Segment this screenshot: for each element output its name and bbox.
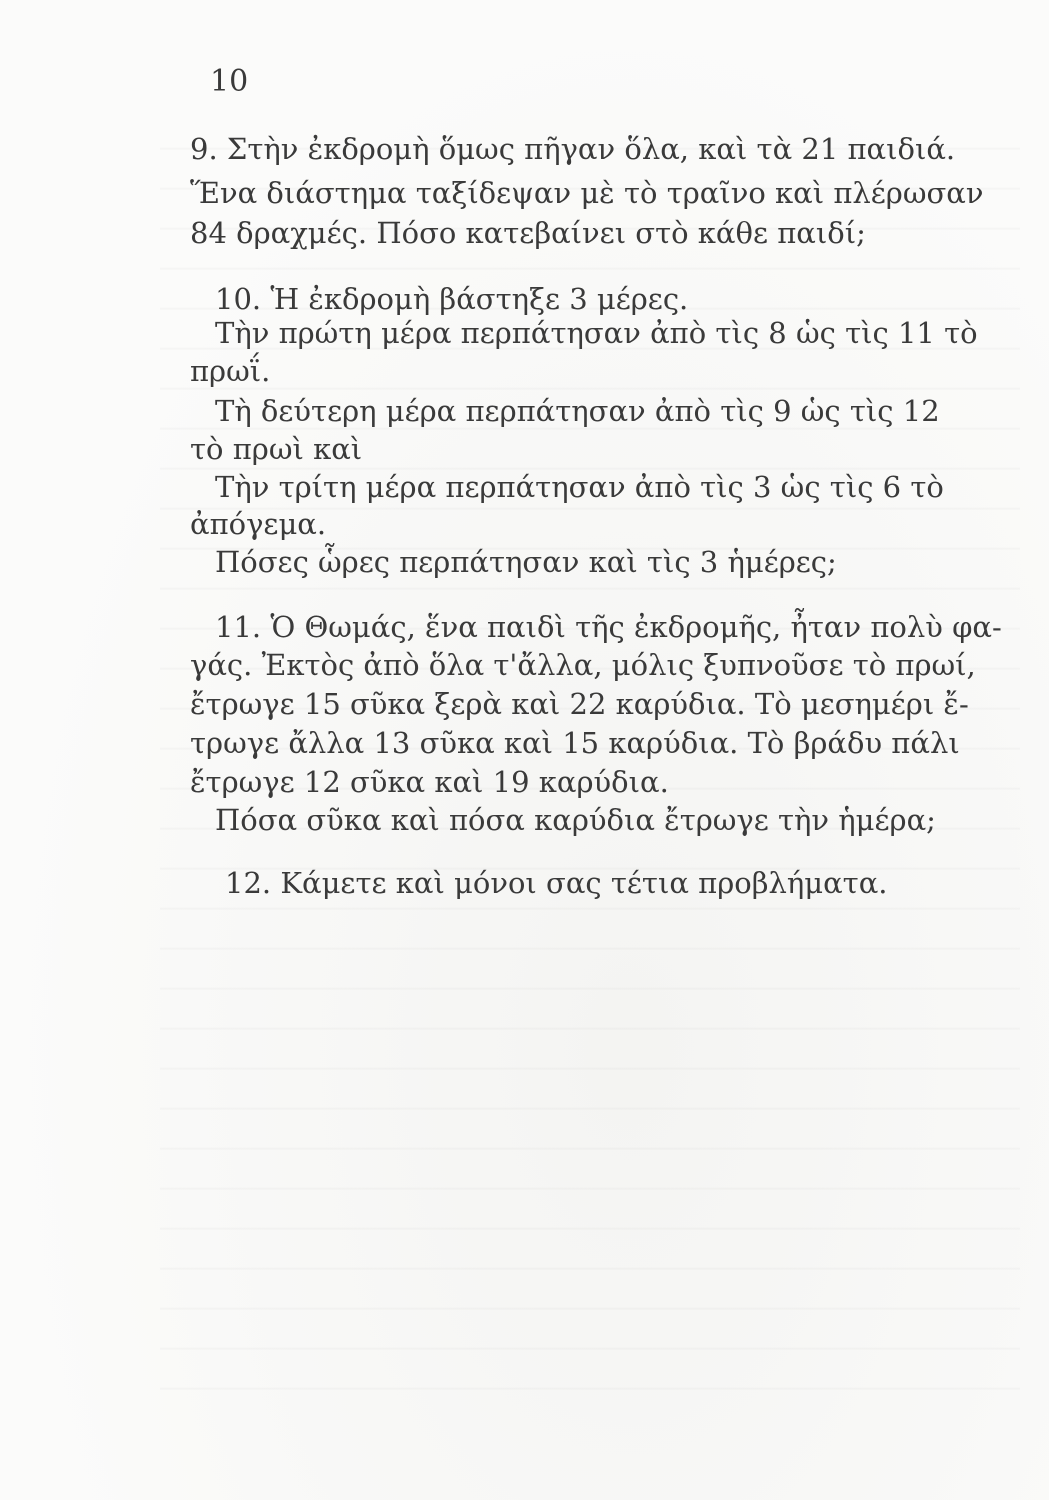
page-number: 10 xyxy=(210,64,249,99)
problem-10-line-8: Πόσες ὧρες περπάτησαν καὶ τὶς 3 ἡμέρες; xyxy=(215,545,837,579)
problem-10-line-2: Τὴν πρώτη μέρα περπάτησαν ἀπὸ τὶς 8 ὡς τὶς 11 τὸ xyxy=(215,316,978,350)
problem-10-line-6: Τὴν τρίτη μέρα περπάτησαν ἀπὸ τὶς 3 ὡς τὶς 6 τὸ xyxy=(215,470,944,504)
problem-10-line-1: 10. Ἡ ἐκδρομὴ βάστηξε 3 μέρες. xyxy=(215,282,689,316)
problem-11-line-1: 11. Ὁ Θωμάς, ἕνα παιδὶ τῆς ἐκδρομῆς, ἦταν πολὺ φα- xyxy=(215,610,1002,644)
problem-10-line-5: τὸ πρωὶ καὶ xyxy=(190,432,363,466)
problem-10-line-7: ἀπόγεμα. xyxy=(190,507,327,541)
problem-9-line-1: 9. Στὴν ἐκδρομὴ ὅμως πῆγαν ὅλα, καὶ τὰ 21 παιδιά. xyxy=(190,132,956,166)
problem-11-line-3: ἔτρωγε 15 σῦκα ξερὰ καὶ 22 καρύδια. Τὸ μεσημέρι ἔ- xyxy=(190,687,969,721)
problem-11-line-6: Πόσα σῦκα καὶ πόσα καρύδια ἔτρωγε τὴν ἡμέρα; xyxy=(215,803,936,837)
problem-11-line-4: τρωγε ἄλλα 13 σῦκα καὶ 15 καρύδια. Τὸ βράδυ πάλι xyxy=(190,726,960,760)
problem-9-line-3: 84 δραχμές. Πόσο κατεβαίνει στὸ κάθε παιδί; xyxy=(190,216,866,250)
problem-9-line-2: Ἕνα διάστημα ταξίδεψαν μὲ τὸ τραῖνο καὶ πλέρωσαν xyxy=(190,176,984,210)
problem-11-line-2: γάς. Ἐκτὸς ἀπὸ ὅλα τ'ἄλλα, μόλις ξυπνοῦσε τὸ πρωί, xyxy=(190,648,976,682)
problem-12-line-1: 12. Κάμετε καὶ μόνοι σας τέτια προβλήματα. xyxy=(225,866,888,900)
problem-10-line-4: Τὴ δεύτερη μέρα περπάτησαν ἀπὸ τὶς 9 ὡς τὶς 12 xyxy=(215,394,940,428)
problem-10-line-3: πρωΐ. xyxy=(190,354,271,388)
problem-11-line-5: ἔτρωγε 12 σῦκα καὶ 19 καρύδια. xyxy=(190,765,669,799)
